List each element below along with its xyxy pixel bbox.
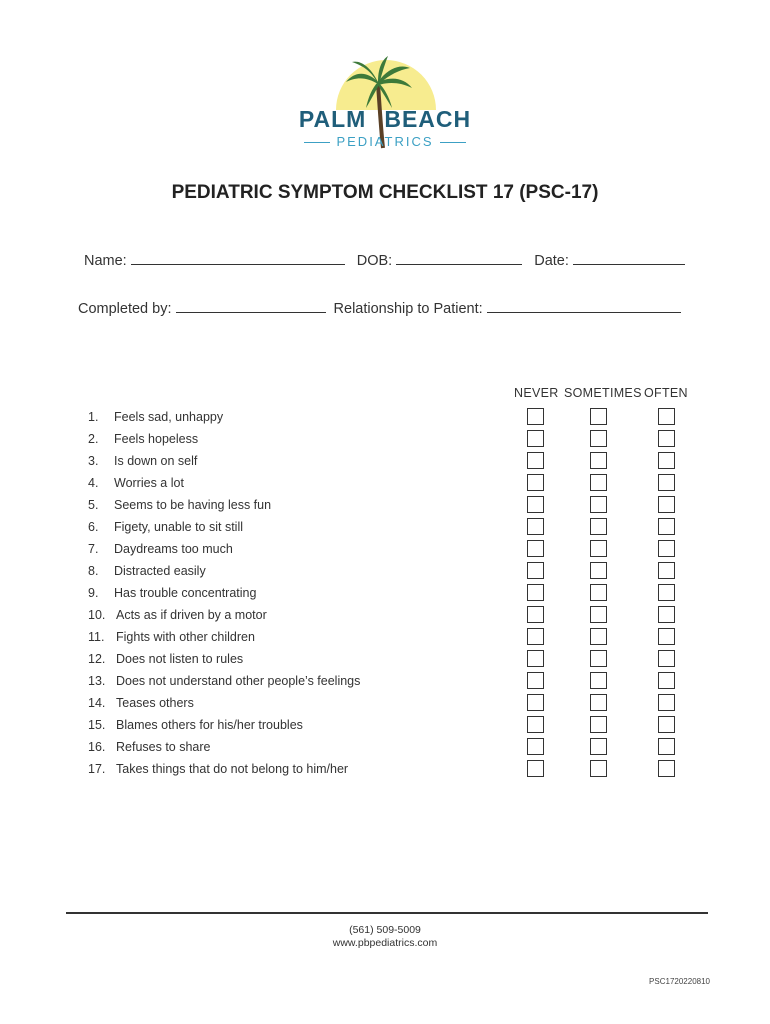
checkbox-sometimes[interactable] xyxy=(590,430,607,447)
checkbox-often[interactable] xyxy=(658,496,675,513)
page-title: PEDIATRIC SYMPTOM CHECKLIST 17 (PSC-17) xyxy=(171,182,599,203)
logo-dash-right xyxy=(440,142,466,143)
checkbox-often[interactable] xyxy=(658,474,675,491)
checkbox-never[interactable] xyxy=(527,474,544,491)
logo-wordmark xyxy=(280,106,490,133)
item-text: Worries a lot xyxy=(114,476,184,490)
relationship-field[interactable] xyxy=(334,298,681,317)
item-number: 7. xyxy=(88,542,99,556)
checkbox-never[interactable] xyxy=(527,518,544,535)
item-number: 3. xyxy=(88,454,99,468)
checklist-item xyxy=(0,650,770,672)
item-text: Figety, unable to sit still xyxy=(114,520,243,534)
checklist-item xyxy=(0,716,770,738)
checkbox-often[interactable] xyxy=(658,694,675,711)
checkbox-often[interactable] xyxy=(658,408,675,425)
completed-by-field[interactable] xyxy=(78,298,326,317)
dob-label: DOB: xyxy=(356,253,393,269)
relationship-blank[interactable] xyxy=(487,298,681,313)
item-text: Takes things that do not belong to him/her xyxy=(116,762,349,776)
item-text: Blames others for his/her troubles xyxy=(116,718,303,732)
completed-by-label: Completed by: xyxy=(78,301,172,317)
item-number: 8. xyxy=(88,564,99,578)
logo-dash-left xyxy=(304,142,330,143)
checkbox-never[interactable] xyxy=(527,496,544,513)
column-header-often: OFTEN xyxy=(644,386,688,400)
item-number: 4. xyxy=(88,476,99,490)
checklist-item xyxy=(0,584,770,606)
checkbox-sometimes[interactable] xyxy=(590,562,607,579)
checklist-item xyxy=(0,694,770,716)
checkbox-sometimes[interactable] xyxy=(590,408,607,425)
checkbox-often[interactable] xyxy=(658,760,675,777)
item-number: 14. xyxy=(88,696,106,710)
checkbox-sometimes[interactable] xyxy=(590,672,607,689)
item-text: Does not understand other people’s feelings xyxy=(116,674,361,688)
checkbox-never[interactable] xyxy=(527,694,544,711)
logo-word-palm: PALM xyxy=(298,106,367,132)
checklist-item xyxy=(0,738,770,760)
completed-by-blank[interactable] xyxy=(176,298,326,313)
item-text: Distracted easily xyxy=(114,564,206,578)
item-text: Daydreams too much xyxy=(114,542,233,556)
checkbox-never[interactable] xyxy=(527,540,544,557)
checkbox-often[interactable] xyxy=(658,628,675,645)
checkbox-often[interactable] xyxy=(658,672,675,689)
checklist-item xyxy=(0,628,770,650)
checkbox-never[interactable] xyxy=(527,584,544,601)
palm-beach-pediatrics-logo xyxy=(280,52,490,162)
checklist-item xyxy=(0,518,770,540)
completed-by-row xyxy=(78,298,681,317)
checkbox-often[interactable] xyxy=(658,606,675,623)
dob-blank[interactable] xyxy=(396,250,522,265)
checkbox-sometimes[interactable] xyxy=(590,584,607,601)
checkbox-never[interactable] xyxy=(527,672,544,689)
checkbox-often[interactable] xyxy=(658,540,675,557)
item-text: Seems to be having less fun xyxy=(114,498,272,512)
checkbox-sometimes[interactable] xyxy=(590,452,607,469)
checkbox-never[interactable] xyxy=(527,452,544,469)
checklist-item xyxy=(0,760,770,782)
item-text: Does not listen to rules xyxy=(116,652,244,666)
checklist-item xyxy=(0,430,770,452)
checkbox-sometimes[interactable] xyxy=(590,760,607,777)
date-blank[interactable] xyxy=(573,250,685,265)
checkbox-sometimes[interactable] xyxy=(590,606,607,623)
item-number: 12. xyxy=(88,652,106,666)
item-number: 10. xyxy=(88,608,106,622)
checkbox-never[interactable] xyxy=(527,408,544,425)
checkbox-sometimes[interactable] xyxy=(590,738,607,755)
checkbox-often[interactable] xyxy=(658,452,675,469)
item-number: 6. xyxy=(88,520,99,534)
column-header-sometimes: SOMETIMES xyxy=(564,386,642,400)
checkbox-never[interactable] xyxy=(527,562,544,579)
checkbox-sometimes[interactable] xyxy=(590,496,607,513)
logo-subtitle xyxy=(280,134,490,149)
item-number: 11. xyxy=(88,630,105,644)
item-number: 15. xyxy=(88,718,106,732)
item-text: Feels hopeless xyxy=(114,432,199,446)
dob-field[interactable] xyxy=(357,250,522,269)
item-number: 1. xyxy=(88,410,99,424)
item-text: Feels sad, unhappy xyxy=(114,410,224,424)
checklist-item xyxy=(0,606,770,628)
patient-info-row xyxy=(84,250,685,269)
checkbox-often[interactable] xyxy=(658,716,675,733)
item-number: 5. xyxy=(88,498,99,512)
date-label: Date: xyxy=(534,253,569,269)
checkbox-sometimes[interactable] xyxy=(590,474,607,491)
item-text: Is down on self xyxy=(114,454,198,468)
item-text: Acts as if driven by a motor xyxy=(116,608,267,622)
logo-word-beach: BEACH xyxy=(384,106,472,132)
name-field[interactable] xyxy=(84,250,345,269)
checkbox-sometimes[interactable] xyxy=(590,716,607,733)
checkbox-often[interactable] xyxy=(658,518,675,535)
item-text: Fights with other children xyxy=(116,630,255,644)
checkbox-sometimes[interactable] xyxy=(590,694,607,711)
name-label: Name: xyxy=(84,253,127,269)
checkbox-never[interactable] xyxy=(527,738,544,755)
item-number: 2. xyxy=(88,432,99,446)
footer-phone: (561) 509-5009 xyxy=(349,924,421,936)
checkbox-never[interactable] xyxy=(527,606,544,623)
checkbox-never[interactable] xyxy=(527,650,544,667)
checkbox-never[interactable] xyxy=(527,430,544,447)
checklist-item xyxy=(0,562,770,584)
checklist-item xyxy=(0,474,770,496)
checkbox-sometimes[interactable] xyxy=(590,628,607,645)
checkbox-never[interactable] xyxy=(527,628,544,645)
checklist-item xyxy=(0,408,770,430)
item-text: Has trouble concentrating xyxy=(114,586,257,600)
checkbox-often[interactable] xyxy=(658,650,675,667)
item-text: Refuses to share xyxy=(116,740,211,754)
checkbox-never[interactable] xyxy=(527,760,544,777)
item-number: 9. xyxy=(88,586,99,600)
checkbox-often[interactable] xyxy=(658,562,675,579)
checkbox-often[interactable] xyxy=(658,430,675,447)
checkbox-sometimes[interactable] xyxy=(590,540,607,557)
checklist-item xyxy=(0,540,770,562)
item-number: 13. xyxy=(88,674,106,688)
date-field[interactable] xyxy=(534,250,685,269)
footer-divider xyxy=(66,912,708,914)
relationship-label: Relationship to Patient: xyxy=(333,301,483,317)
checkbox-sometimes[interactable] xyxy=(590,650,607,667)
checkbox-often[interactable] xyxy=(658,584,675,601)
logo-sub-text: PEDIATRICS xyxy=(336,134,434,149)
checklist-item xyxy=(0,452,770,474)
item-number: 17. xyxy=(88,762,106,776)
item-text: Teases others xyxy=(116,696,194,710)
checkbox-never[interactable] xyxy=(527,716,544,733)
checkbox-often[interactable] xyxy=(658,738,675,755)
checkbox-sometimes[interactable] xyxy=(590,518,607,535)
form-code: PSC1720220810 xyxy=(649,977,710,986)
footer-website: www.pbpediatrics.com xyxy=(332,937,438,949)
name-blank[interactable] xyxy=(131,250,345,265)
checklist-item xyxy=(0,496,770,518)
checklist-item xyxy=(0,672,770,694)
column-header-never: NEVER xyxy=(514,386,559,400)
item-number: 16. xyxy=(88,740,106,754)
